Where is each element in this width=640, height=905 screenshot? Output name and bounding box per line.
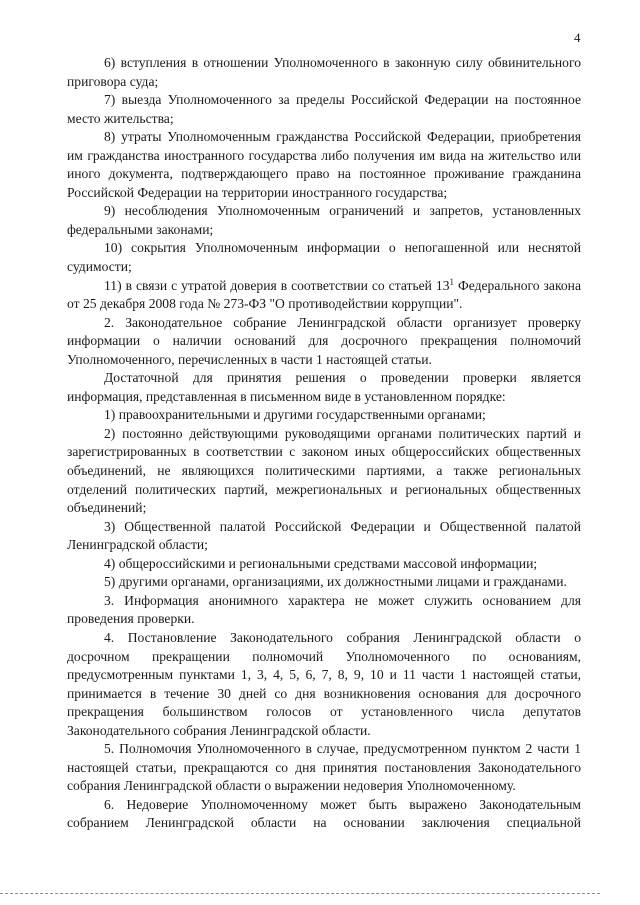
paragraph-part-5: 5. Полномочия Уполномоченного в случае, предусмотренном пунктом 2 части 1 настоящей статьи, прекращаются со дня принятия постановления Законодательного собрания Ленинградской области о выражении недоверия Уполномоченному. <box>67 741 581 794</box>
paragraph-item-7: 7) выезда Уполномоченного за пределы Российской Федерации на постоянное место жительства; <box>67 92 581 126</box>
footnote-superscript: 1 <box>449 276 455 287</box>
paragraph-item-11 <box>67 277 581 314</box>
paragraph-source-3: 3) Общественной палатой Российской Федерации и Общественной палатой Ленинградской области; <box>67 518 581 553</box>
paragraph-source-5: 5) другими органами, организациями, их должностными лицами и гражданами. <box>104 574 567 590</box>
scan-edge-line <box>0 893 600 894</box>
paragraph-source-1: 1) правоохранительными и другими государственными органами; <box>104 407 486 423</box>
paragraph-part-4: 4. Постановление Законодательного собрания Ленинградской области о досрочном прекращении полномочий Уполномоченного по основаниям, предусмотренным пунктами 1, 3, 4, 5, 6, 7, 8, 9, 10 и 11 части 1 настоящей статьи, принимается в течение 30 дней со дня возникновения основания для досрочного прекращения большинством голосов от установленного числа депутатов Законодательного собрания Ленинградской области. <box>67 629 581 738</box>
paragraph-item-6: 6) вступления в отношении Уполномоченного в законную силу обвинительного приговора суда; <box>67 55 581 89</box>
paragraph-item-11-text-end: Федерального закона от 25 декабря 2008 года № 273-ФЗ "О противодействии коррупции". <box>67 277 581 312</box>
paragraph-sufficient-info: Достаточной для принятия решения о проведении проверки является информация, представленная в письменном виде в установленном порядке: <box>67 370 581 404</box>
paragraph-source-4: 4) общероссийскими и региональными средствами массовой информации; <box>104 555 538 571</box>
paragraph-item-10: 10) сокрытия Уполномоченным информации о непогашенной или неснятой судимости; <box>67 240 581 275</box>
paragraph-item-8: 8) утраты Уполномоченным гражданства Российской Федерации, приобретения им гражданства иностранного государства либо получения им вида на жительство или иного документа, подтверждающего право на постоянное проживание гражданина Российской Федерации на территории иностранного государства; <box>67 129 581 200</box>
page-number: 4 <box>574 30 581 45</box>
paragraph-item-9: 9) несоблюдения Уполномоченным ограничений и запретов, установленных федеральными законами; <box>67 203 581 237</box>
paragraph-item-11-text: 11) в связи с утратой доверия в соответствии со статьей 13 <box>104 277 450 293</box>
paragraph-part-6: 6. Недоверие Уполномоченному может быть выражено Законодательным собранием Ленинградской области на основании заключения специальной <box>67 796 581 831</box>
document-body <box>67 54 581 833</box>
paragraph-source-2: 2) постоянно действующими руководящими органами политических партий и зарегистрированных в соответствии с законом иных общероссийских общественных объединений, не являющихся политическими партиями, а также региональных отделений политических партий, межрегиональных и региональных общественных объединений; <box>67 425 581 516</box>
paragraph-part-2: 2. Законодательное собрание Ленинградской области организует проверку информации о наличии оснований для досрочного прекращения полномочий Уполномоченного, перечисленных в части 1 настоящей статьи. <box>67 314 581 367</box>
paragraph-part-3: 3. Информация анонимного характера не может служить основанием для проведения проверки. <box>67 592 581 627</box>
